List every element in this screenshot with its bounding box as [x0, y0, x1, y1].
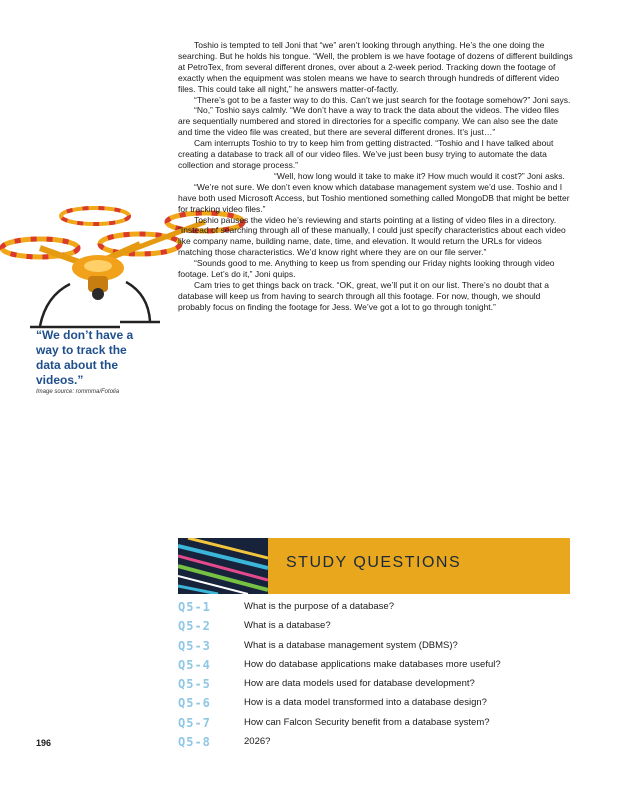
story-paragraph: Toshio is tempted to tell Joni that “we” aren’t looking through anything. He’s the one doing the searching. But he holds his tongue. “Well, the problem is we have footage of dozens of different buildings at PetroTex, from several different drones, over about a 2-week period. Tracking down the footage of exactly when the equipment was stolen means we have to search through hundreds of different video files. This could take all night,” he answers matter-of-factly.: [178, 40, 573, 94]
question-item: [178, 716, 588, 735]
question-text: How do database applications make databases more useful?: [244, 658, 501, 670]
story-paragraph: “There’s got to be a faster way to do this. Can’t we just search for the footage somehow?” Joni says.: [194, 94, 571, 105]
question-item: [178, 658, 588, 677]
question-number: Q5-2: [178, 619, 211, 634]
question-number: Q5-1: [178, 600, 211, 614]
pull-quote: “We don’t have a way to track the data about the videos.”: [36, 328, 134, 387]
question-item: [178, 696, 588, 715]
question-number: Q5-4: [178, 657, 211, 672]
question-number: Q5-6: [178, 696, 211, 711]
study-questions-list: [178, 600, 588, 754]
banner-abstract-image: [178, 538, 268, 594]
story-text: [178, 40, 573, 313]
story-paragraph: “Well, how long would it take to make it? How much would it cost?” Joni asks.: [274, 170, 565, 181]
story-paragraph: “Sounds good to me. Anything to keep us from spending our Friday nights looking through video footage. Let’s do it,” Joni quips.: [178, 258, 555, 280]
question-text: 2026?: [244, 736, 271, 748]
question-number: Q5-7: [178, 715, 211, 730]
study-questions-banner: [178, 538, 570, 594]
question-text: How is a data model transformed into a database design?: [244, 697, 487, 709]
page-number: 196: [36, 738, 52, 748]
question-text: What is the purpose of a database?: [244, 601, 394, 612]
question-text: How can Falcon Security benefit from a database system?: [244, 716, 490, 728]
question-item: [178, 677, 588, 696]
story-paragraph: Cam interrupts Toshio to try to keep him from getting distracted. “Toshio and I have talked about creating a database to track all of our video files. We’ve just been busy trying to automate the data collection and storage process.”: [178, 138, 554, 170]
question-item: [178, 639, 588, 658]
story-paragraph: Cam tries to get things back on track. “OK, great, we’ll put it on our list. There’s no doubt that a database will keep us from having to search through all this footage. For now, though, we should probably focus on finding the footage for Jess. We’ve got a lot to go through tonight.”: [178, 279, 549, 312]
question-text: What is a database management system (DBMS)?: [244, 639, 458, 651]
image-source-credit: Image source: rommma/Fotolia: [36, 389, 120, 395]
story-paragraph: Toshio pauses the video he’s reviewing and starts pointing at a listing of video files in a directory. “Instead of searching through all of these manually, I could just specify characteristics about each video like company name, building name, date, time, and elevation. It would return the URLs for videos matching those characteristics. We’d know right where they are on our file server.”: [178, 214, 566, 258]
question-number: Q5-3: [178, 638, 211, 653]
study-questions-title: STUDY QUESTIONS: [286, 554, 462, 571]
question-item: [178, 600, 588, 619]
story-paragraph: “No,” Toshio says calmly. “We don’t have a way to track the data about the videos. The video files are sequentially numbered and stored in directories for a specific company. We can also see the date and time the video file was created, but there are several different drones. It’s just…”: [178, 105, 560, 138]
question-item: [178, 619, 588, 638]
question-number: Q5-5: [178, 677, 211, 692]
question-text: How are data models used for database development?: [244, 678, 475, 690]
question-text: What is a database?: [244, 620, 331, 632]
question-item: [178, 735, 588, 754]
question-number: Q5-8: [178, 735, 211, 750]
story-paragraph: “We’re not sure. We don’t even know which database management system we’d use. Toshio and I have both used Microsoft Access, but Toshio mentioned something called MongoDB that might be better for tracking video files.”: [178, 181, 570, 214]
